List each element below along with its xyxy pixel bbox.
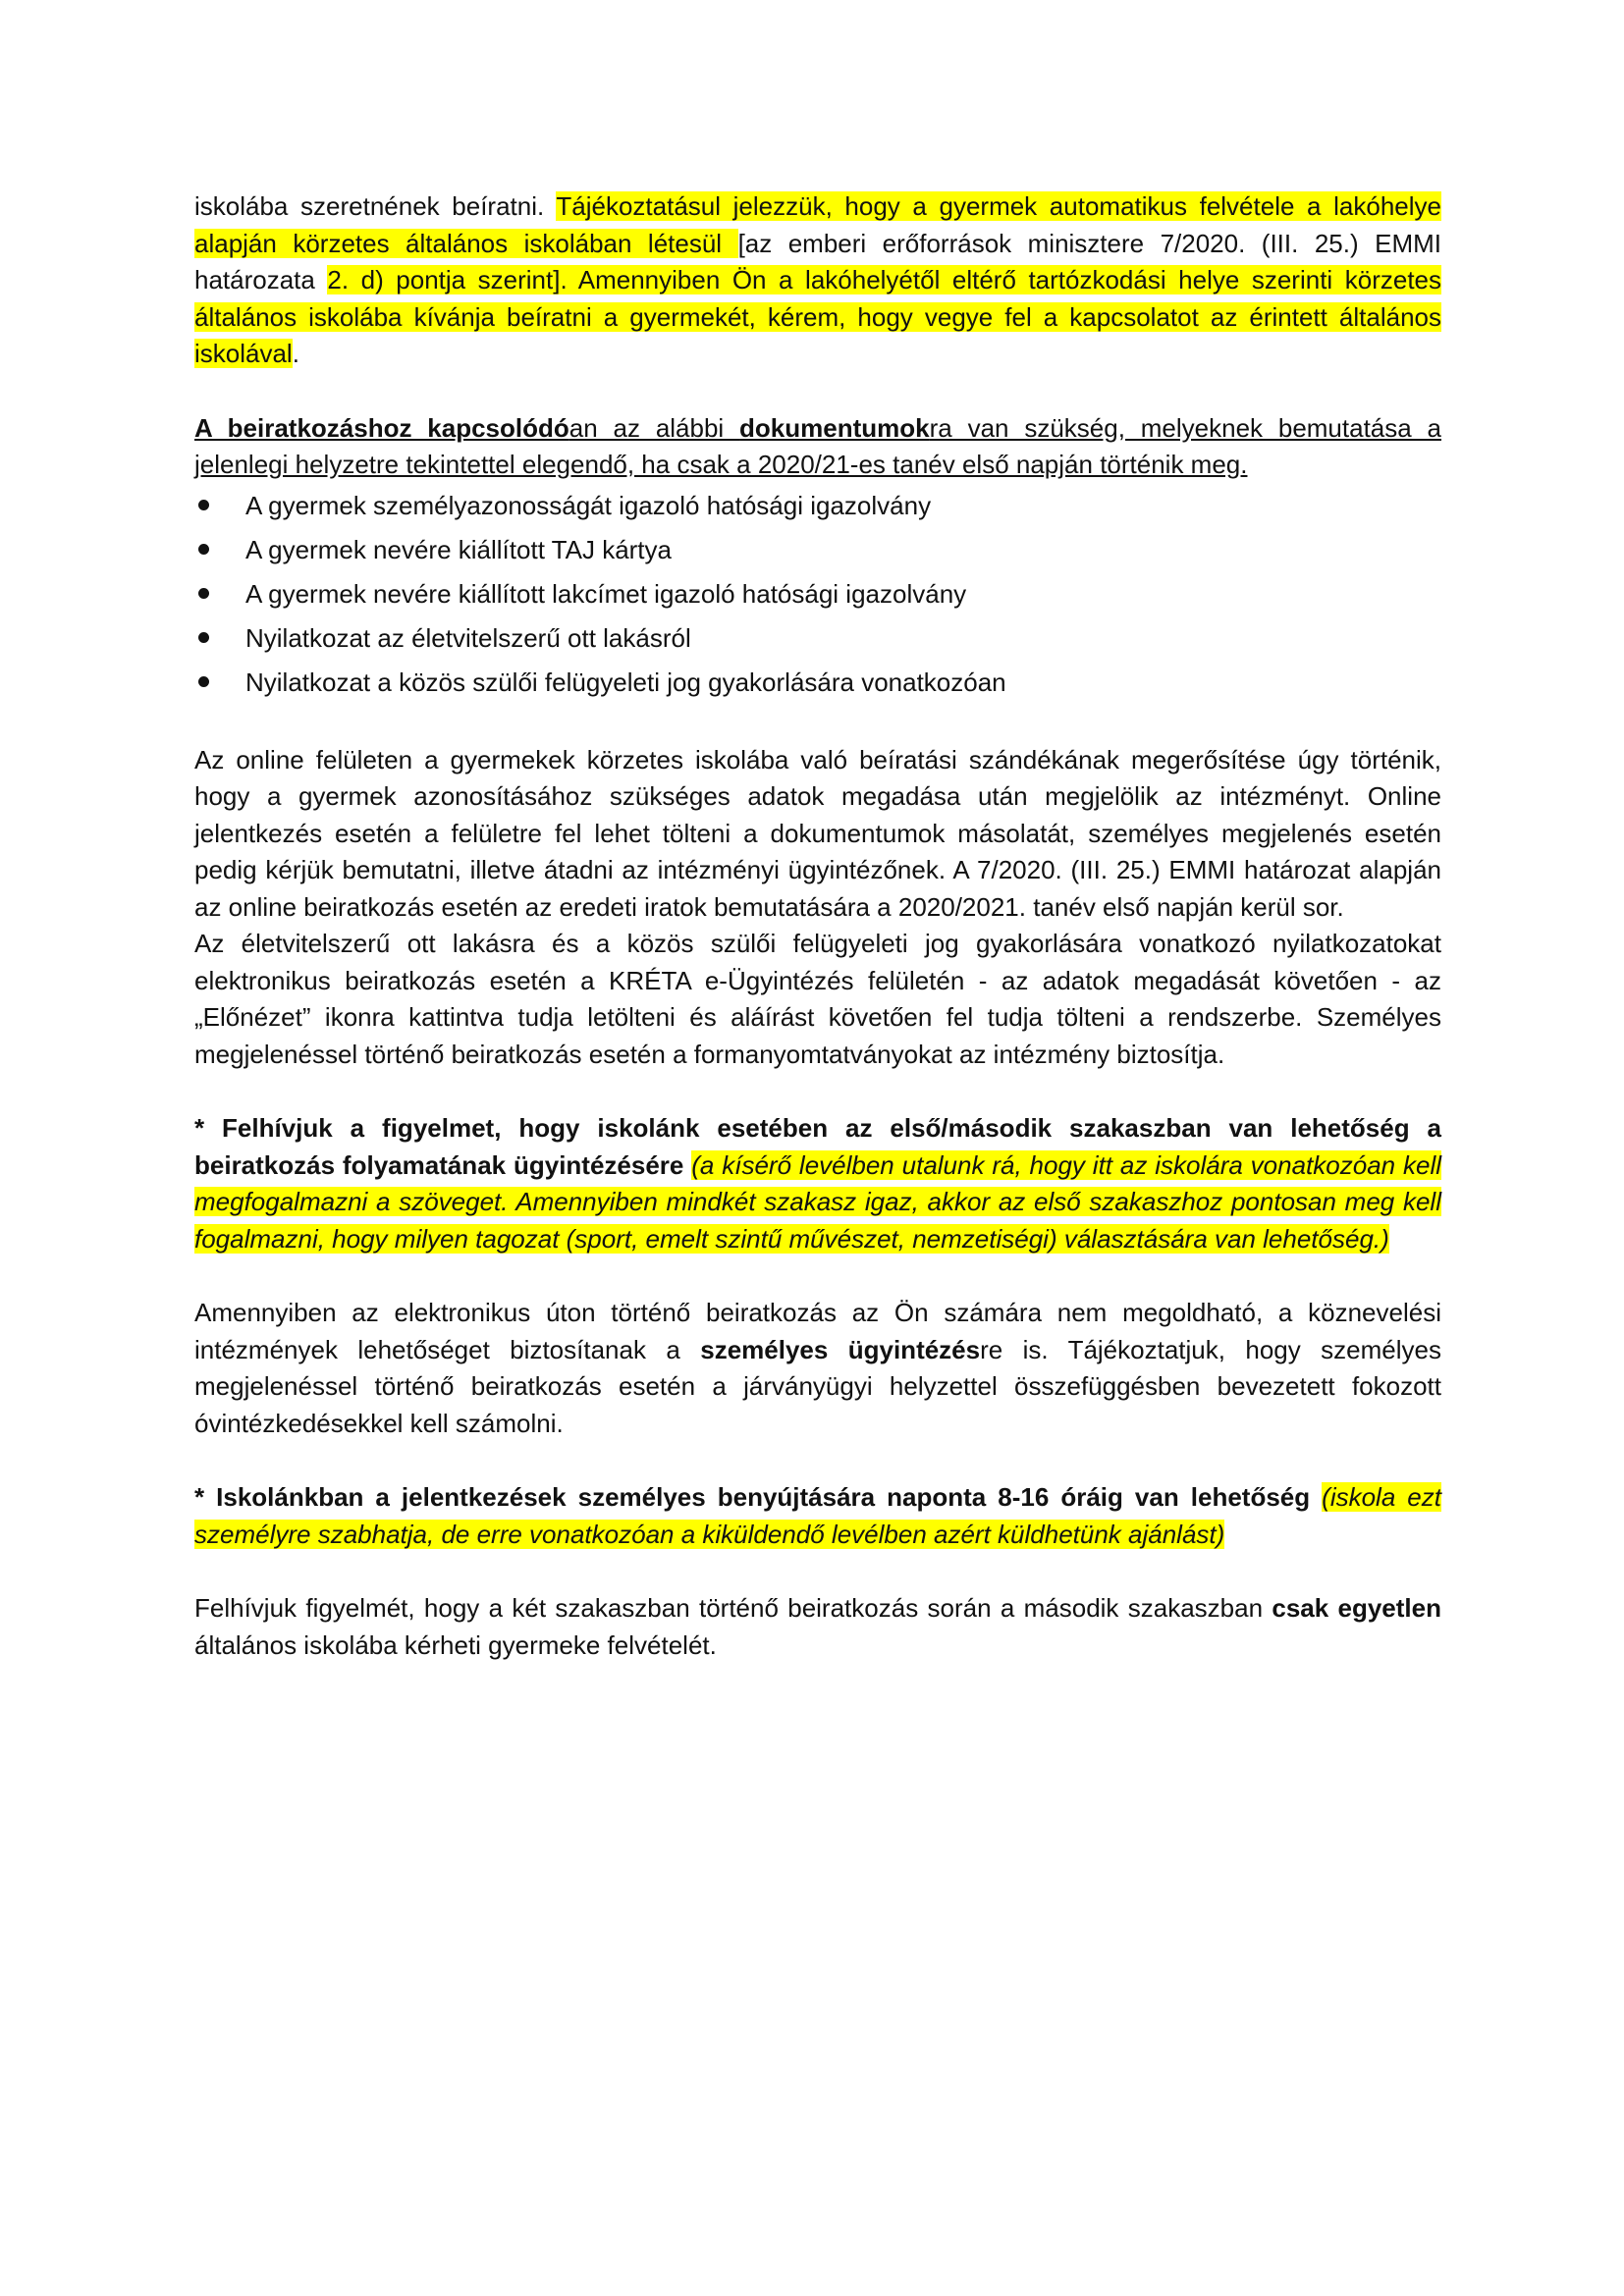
text: re is. Tájékoztatjuk, hogy személyes megjelenéssel történő beiratkozás esetén a járványügyi helyzettel összefüggésben bevezetett fokozott óvintézkedésekkel kell számolni. <box>194 1334 1441 1438</box>
spacer <box>194 373 1441 410</box>
list-item-text: A gyermek személyazonosságát igazoló hatósági igazolvány <box>245 490 932 520</box>
spacer <box>194 1073 1441 1110</box>
bold-text: * Iskolánkban a jelentkezések személyes benyújtására naponta 8-16 óráig van lehetőség <box>194 1482 1323 1512</box>
highlighted-text: 2. d) pontja szerint]. Amennyiben Ön a lakóhelyétől eltérő tartózkodási helye szerinti körzetes általános iskolába kívánja beíratni a gyermekét, kérem, hogy vegye fel a kapcsolatot az érintett általános iskolával <box>194 265 1441 368</box>
list-item <box>194 528 1441 572</box>
text: Amennyiben az elektronikus úton történő beiratkozás az Ön számára nem megoldható, a köznevelési intézmények lehetőséget biztosítanak a <box>194 1298 1441 1364</box>
bullet-icon <box>198 676 209 687</box>
list-item-text: Nyilatkozat az életvitelszerű ott lakásról <box>245 622 691 653</box>
list-item-text: Nyilatkozat a közös szülői felügyeleti jog gyakorlására vonatkozóan <box>245 667 1006 697</box>
italic-highlighted-text: (a kísérő levélben utalunk rá, hogy itt az iskolára vonatkozóan kell megfogalmazni a szöveget. Amennyiben mindkét szakasz igaz, akkor az első szakaszhoz pontosan meg kell fogalmazni, hogy milyen tagozat (sport, emelt szintű művészet, nemzetiségi) választására van lehetőség.) <box>194 1149 1441 1254</box>
bullet-icon <box>198 544 209 555</box>
paragraph-benyujtas <box>194 1479 1441 1553</box>
bold-text: csak egyetlen <box>1272 1593 1441 1623</box>
list-item <box>194 572 1441 616</box>
text: Felhívjuk figyelmét, hogy a két szakaszban történő beiratkozás során a második szakaszban <box>194 1593 1272 1623</box>
bold-text: A beiratkozáshoz kapcsolódó <box>194 412 569 443</box>
paragraph-nyilatkozat: Az életvitelszerű ott lakásra és a közös szülői felügyeleti jog gyakorlására vonatkozó nyilatkozatokat elektronikus beiratkozás esetén a KRÉTA e-Ügyintézés felületén - az adatok megadását követően - az „Előnézet” ikonra kattintva tudja letölteni és aláírást követően fel tudja tölteni a rendszerbe. Személyes megjelenéssel történő beiratkozás esetén a formanyomtatványokat az intézmény biztosítja. <box>194 929 1441 1069</box>
documents-intro <box>194 410 1441 484</box>
text: ra van szükség, melyeknek bemutatása a jelenlegi helyzetre tekintettel elegendő, ha csak a 2020/21-es tanév első napján történik meg. <box>194 412 1442 479</box>
intro-text: iskolába szeretnének beíratni. <box>194 191 557 221</box>
text: általános iskolába kérheti gyermeke felvételét. <box>194 1629 717 1660</box>
bold-text: személyes ügyintézés <box>700 1334 981 1364</box>
italic-highlighted-text: (iskola ezt személyre szabhatja, de erre vonatkozóan a kiküldendő levélben azért küldhetünk ajánlást) <box>194 1482 1441 1549</box>
paragraph-online: Az online felületen a gyermekek körzetes iskolába való beíratási szándékának megerősítése úgy történik, hogy a gyermek azonosításához szükséges adatok megadása után megjelölik az intézményt. Online jelentkezés esetén a felületre fel lehet tölteni a dokumentumok másolatát, személyes megjelenés esetén pedig kérjük bemutatni, illetve átadni az intézményi ügyintézőnek. A 7/2020. (III. 25.) EMMI határozat alapján az online beiratkozás esetén az eredeti iratok bemutatására a 2020/2021. tanév első napján kerül sor. <box>194 744 1441 922</box>
list-item <box>194 484 1441 528</box>
paragraph-szemelyes <box>194 1295 1441 1442</box>
list-item <box>194 661 1441 705</box>
highlighted-text: Tájékoztatásul jelezzük, hogy a gyermek automatikus felvétele a lakóhelye alapján körzetes általános iskolában létesül <box>194 191 1441 258</box>
spacer <box>194 1442 1441 1479</box>
text: an az alábbi <box>568 412 740 443</box>
paragraph-final <box>194 1590 1441 1664</box>
spacer <box>194 705 1441 742</box>
documents-list <box>194 484 1441 705</box>
legal-reference-text: [az emberi erőforrások minisztere 7/2020. (III. 25.) EMMI határozata <box>194 228 1441 294</box>
paragraph-intro <box>194 188 1441 373</box>
spacer <box>194 1257 1441 1295</box>
list-item-text: A gyermek nevére kiállított lakcímet igazoló hatósági igazolvány <box>245 578 967 609</box>
paragraph-szakasz <box>194 1110 1441 1257</box>
bullet-icon <box>198 632 209 643</box>
bullet-icon <box>198 588 209 599</box>
document-body <box>194 188 1441 1664</box>
bold-text: dokumentumok <box>739 412 930 443</box>
list-item-text: A gyermek nevére kiállított TAJ kártya <box>245 534 672 564</box>
intro-end-text: . <box>292 339 299 368</box>
bold-text: * Felhívjuk a figyelmet, hogy iskolánk esetében az első/második szakaszban van lehetőség a beiratkozás folyamatának ügyintézésére <box>194 1113 1441 1180</box>
bullet-icon <box>198 500 209 510</box>
list-item <box>194 616 1441 661</box>
spacer <box>194 1553 1441 1590</box>
